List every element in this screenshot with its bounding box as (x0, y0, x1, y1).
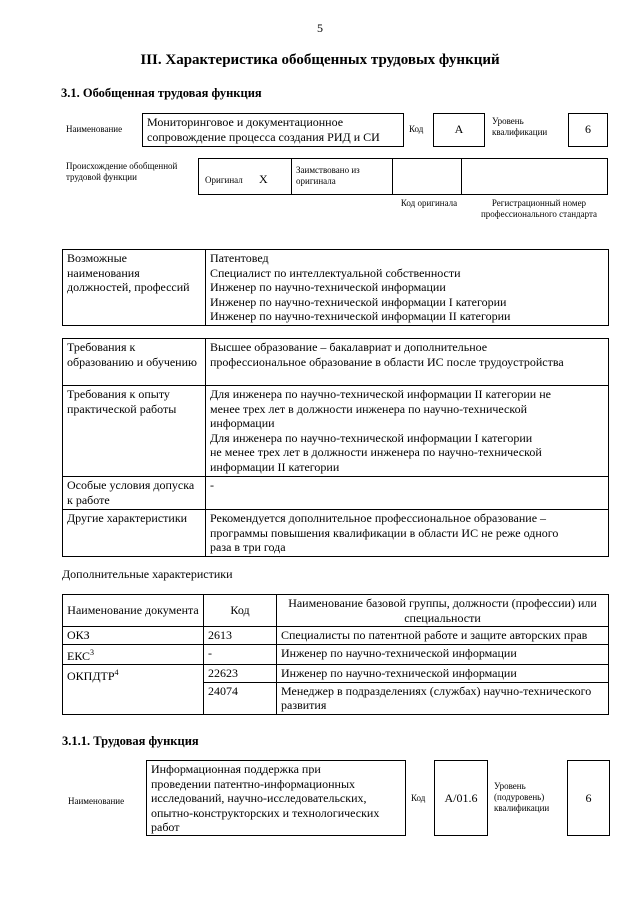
row-doc (63, 644, 204, 665)
requirement-line: Для инженера по научно-технической информации II категории не (210, 387, 551, 401)
requirement-label: Требования к опыту практической работы (63, 386, 206, 477)
table-row (63, 644, 609, 665)
requirement-text (206, 477, 609, 510)
section-title: III. Характеристика обобщенных трудовых функций (140, 52, 500, 68)
positions-list (206, 250, 609, 326)
requirement-line: - (210, 478, 214, 492)
position-item: Инженер по научно-технической информации (210, 280, 446, 294)
positions-table (62, 249, 609, 326)
position-item: Инженер по научно-технической информации I категории (210, 294, 507, 309)
requirement-row (63, 386, 609, 477)
original-code-cell (393, 159, 462, 194)
gtf-level-value: 6 (568, 113, 608, 147)
reg-number-cell (462, 159, 607, 194)
table-row (63, 627, 609, 645)
additional-heading: Дополнительные характеристики (62, 567, 233, 581)
tf-name-label: Наименование (68, 796, 125, 806)
row-name: Специалисты по патентной работе и защите авторских прав (277, 627, 609, 645)
tf-heading: 3.1.1. Трудовая функция (62, 734, 199, 748)
tf-name-line: Информационная поддержка при (151, 762, 321, 776)
col-header-code: Код (204, 595, 277, 627)
row-name: Инженер по научно-технической информации (277, 665, 609, 683)
requirement-label: Другие характеристики (63, 510, 206, 557)
tf-code-label: Код (411, 793, 426, 803)
requirement-line: профессиональное образование в области ИС после трудоустройства (210, 354, 564, 369)
requirement-line: не менее трех лет в должности инженера по научно-технической (210, 445, 542, 459)
row-name: Инженер по научно-технической информации (277, 644, 609, 665)
requirement-text (206, 339, 609, 386)
row-doc-text: ЕКС (67, 648, 91, 663)
gtf-level-label: Уровень квалификации (492, 116, 548, 137)
positions-label: Возможные наименования должностей, профессий (63, 250, 206, 326)
requirement-line: Высшее образование – бакалавриат и дополнительное (210, 340, 488, 354)
gtf-name-label: Наименование (66, 124, 123, 134)
origin-table (198, 158, 608, 195)
gtf-origin-label: Происхождение обобщенной трудовой функции (66, 161, 178, 182)
footnote-ref: 3 (90, 647, 95, 657)
original-label: Оригинал (205, 175, 243, 185)
footnote-ref: 4 (114, 668, 119, 677)
tf-name-line: исследований, научно-исследовательских, (151, 791, 367, 805)
additional-table (62, 594, 609, 715)
tf-code-value: А/01.6 (434, 760, 488, 836)
position-item: Инженер по научно-технической информации II категории (210, 309, 511, 323)
tf-name-line: проведении патентно-информационных (151, 776, 355, 791)
requirement-line: Рекомендуется дополнительное профессиональное образование – (210, 511, 547, 525)
row-doc: ОКЗ (63, 627, 204, 645)
requirement-row (63, 477, 609, 510)
requirement-label: Требования к образованию и обучению (63, 339, 206, 386)
table-header-row (63, 595, 609, 627)
requirement-row (63, 510, 609, 557)
col-header-name: Наименование базовой группы, должности (профессии) или специальности (277, 595, 609, 627)
tf-level-value: 6 (567, 760, 610, 836)
requirement-line: раза в три года (210, 540, 286, 554)
requirement-line: информации II категории (210, 459, 340, 474)
borrowed-cell: Заимствовано из оригинала (292, 159, 393, 194)
row-doc-text: ОКПДТР (67, 669, 115, 683)
requirement-label: Особые условия допуска к работе (63, 477, 206, 510)
original-code-caption: Код оригинала (400, 198, 458, 208)
requirement-line: программы повышения квалификации в области ИС не реже одного (210, 525, 559, 540)
row-code: 2613 (204, 627, 277, 645)
row-name: Менеджер в подразделениях (службах) научно-технического развития (277, 682, 609, 714)
row-code: - (204, 644, 277, 665)
col-header-doc: Наименование документа (63, 595, 204, 627)
row-code: 24074 (204, 682, 277, 714)
gtf-name-value: Мониторинговое и документационное сопровождение процесса создания РИД и СИ (142, 113, 404, 147)
gtf-code-label: Код (409, 124, 424, 134)
row-doc (63, 665, 204, 715)
requirement-line: информации (210, 416, 275, 430)
requirements-table (62, 338, 609, 557)
tf-name-value (146, 760, 406, 836)
tf-name-line: работ (151, 820, 180, 834)
requirement-row (63, 339, 609, 386)
original-mark: X (259, 172, 268, 186)
position-item: Специалист по интеллектуальной собственности (210, 265, 461, 280)
requirement-text (206, 386, 609, 477)
requirement-text (206, 510, 609, 557)
row-code: 22623 (204, 665, 277, 683)
requirement-line: Для инженера по научно-технической информации I категории (210, 430, 533, 445)
position-item: Патентовед (210, 251, 269, 265)
gtf-heading: 3.1. Обобщенная трудовая функция (61, 86, 262, 100)
reg-number-caption: Регистрационный номер профессионального стандарта (480, 198, 598, 219)
requirement-line: менее трех лет в должности инженера по научно-технической (210, 401, 527, 416)
page-number: 5 (317, 21, 323, 35)
table-row (63, 665, 609, 683)
gtf-code-value: А (433, 113, 485, 147)
original-cell (199, 159, 292, 194)
tf-name-line: опытно-конструкторских и технологических (151, 805, 380, 820)
tf-level-label: Уровень (подуровень) квалификации (494, 781, 550, 813)
